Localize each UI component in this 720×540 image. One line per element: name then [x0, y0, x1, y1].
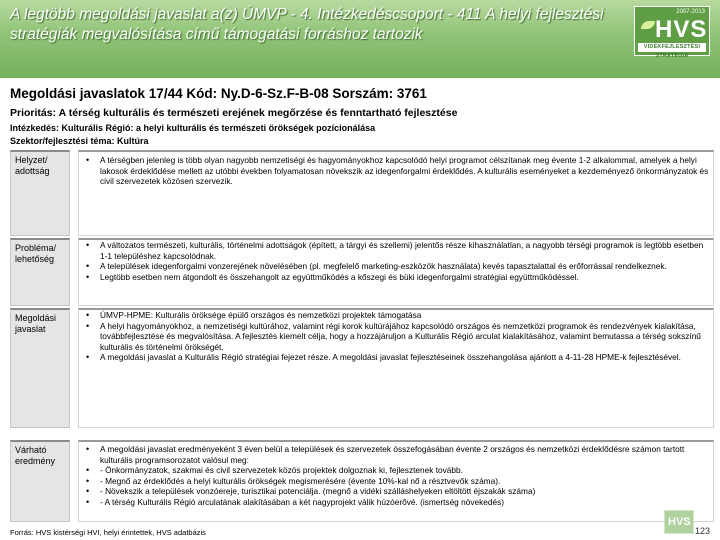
list-item: • ÚMVP-HPME: Kulturális öröksége épülő országos és nemzetközi projektek támogatása: [86, 310, 710, 321]
footer-logo: [664, 510, 694, 534]
list-item: • - Megnő az érdeklődés a helyi kulturális örökségek megismerésére (évente 10%-kal nő a résztvevők száma).: [86, 476, 710, 487]
list-item: • A megoldási javaslat a Kulturális Régió stratégiai fejezet része. A megoldási javaslat fejlesztéseinek összehangolása ajánlott a 4-11-28 HPME-k fejlesztésével.: [86, 352, 710, 363]
problem-label: Probléma/ lehetőség: [10, 238, 70, 306]
list-item: • A változatos természeti, kulturális, történelmi adottságok (épített, a tárgyi és szellemi) jelentős része kihasználatlan, a nagyobb térségi programok is legtöbb esetben 1-1 településhez kapcsolódnak.: [86, 240, 710, 261]
source-note: Forrás: HVS kistérségi HVI, helyi érintettek, HVS adatbázis: [10, 528, 206, 537]
page-number: 123: [695, 526, 711, 536]
hvs-logo: [634, 6, 710, 59]
footer-logo-mark: HVS: [668, 516, 691, 528]
solution-list: [86, 310, 710, 363]
problem-list: [86, 240, 710, 282]
list-item: • - Önkormányzatok, szakmai és civil szervezetek közös projektek dolgoznak ki, fejlesztenek tovább.: [86, 465, 710, 476]
logo-subtitle: VIDÉKFEJLESZTÉSI STRATÉGIA: [638, 43, 706, 52]
header-banner: [0, 0, 720, 78]
situation-label: Helyzet/ adottság: [10, 150, 70, 236]
priority-line: Prioritás: A térség kulturális és természeti erejének megőrzése és fenntartható fejlesztése: [10, 107, 458, 119]
logo-mark: HVS: [655, 16, 708, 43]
page-title: Megoldási javaslatok 17/44 Kód: Ny.D-6-Sz.F-B-08 Sorszám: 3761: [10, 86, 427, 101]
list-item: • - Növekszik a települések vonzóereje, turisztikai potenciálja. (megnő a vidéki szálláshelyeken eltöltött éjszakák száma): [86, 486, 710, 497]
header-title: A legtöbb megoldási javaslat a(z) ÚMVP - 4. Intézkedéscsoport - 411 A helyi fejlesztési stratégiák megvalósítása című támogatási forráshoz tartozik: [10, 6, 604, 43]
sector-line: Szektor/fejlesztési téma: Kultúra: [10, 136, 149, 146]
list-item: • A térségben jelenleg is több olyan nagyobb nemzetiségi és hagyományokhoz kapcsolódó helyi programot célszítanak meg évente 1-2 alkalommal, amelyek a helyi lakosok érdeklődése mellett az utóbbi években folyamatosan növekszik az idegenforgalmi érdeklődés. A kulturális eseményeket a kezdeményező önkormányzatok és civil szervezetek közösen szervezik.: [86, 155, 710, 187]
list-item: • A települések idegenforgalmi vonzerejének növelésében (pl. megfelelő marketing-eszközök használata) kevés tapasztalattal és erőforrással rendelkeznek.: [86, 261, 710, 272]
list-item: • A megoldási javaslat eredményeként 3 éven belül a települések és szervezetek összefogásában évente 2 országos és nemzetközi érdeklődésre számon tartott kulturális programsorozatot valósul meg:: [86, 444, 710, 465]
expected-result-list: [86, 444, 710, 508]
leaf-icon: [641, 21, 655, 29]
list-item: • Legtöbb esetben nem átgondolt és összehangolt az együttműködés a kőszegi és büki idegenforgalmi stratégiai együttműködéssel.: [86, 272, 710, 283]
list-item: • A helyi hagyományokhoz, a nemzetiségi kultúrához, valamint régi korok kultúrájához kapcsolódó országos és nemzetközi programok és rendezvények kialakítása, továbbfejlesztése és megvalósítása. A fejlesztés kiemelt célja, hogy a hozzájáruljon a Kulturális Régió arculat kialakításához, valamint bemutassa a térség sokszínű kulturális és történelmi örökségét.: [86, 321, 710, 353]
logo-period: 2007-2013: [676, 9, 705, 15]
list-item: • - A térség Kulturális Régió arculatának alakításában a két nagyprojekt válik húzóerővé. (ismertség növekedés): [86, 497, 710, 508]
situation-list: [86, 155, 710, 187]
solution-label: Megoldási javaslat: [10, 308, 70, 428]
expected-result-label: Várható eredmény: [10, 440, 70, 522]
measure-line: Intézkedés: Kulturális Régió: a helyi kulturális és természeti örökségek pozícionálása: [10, 123, 376, 133]
